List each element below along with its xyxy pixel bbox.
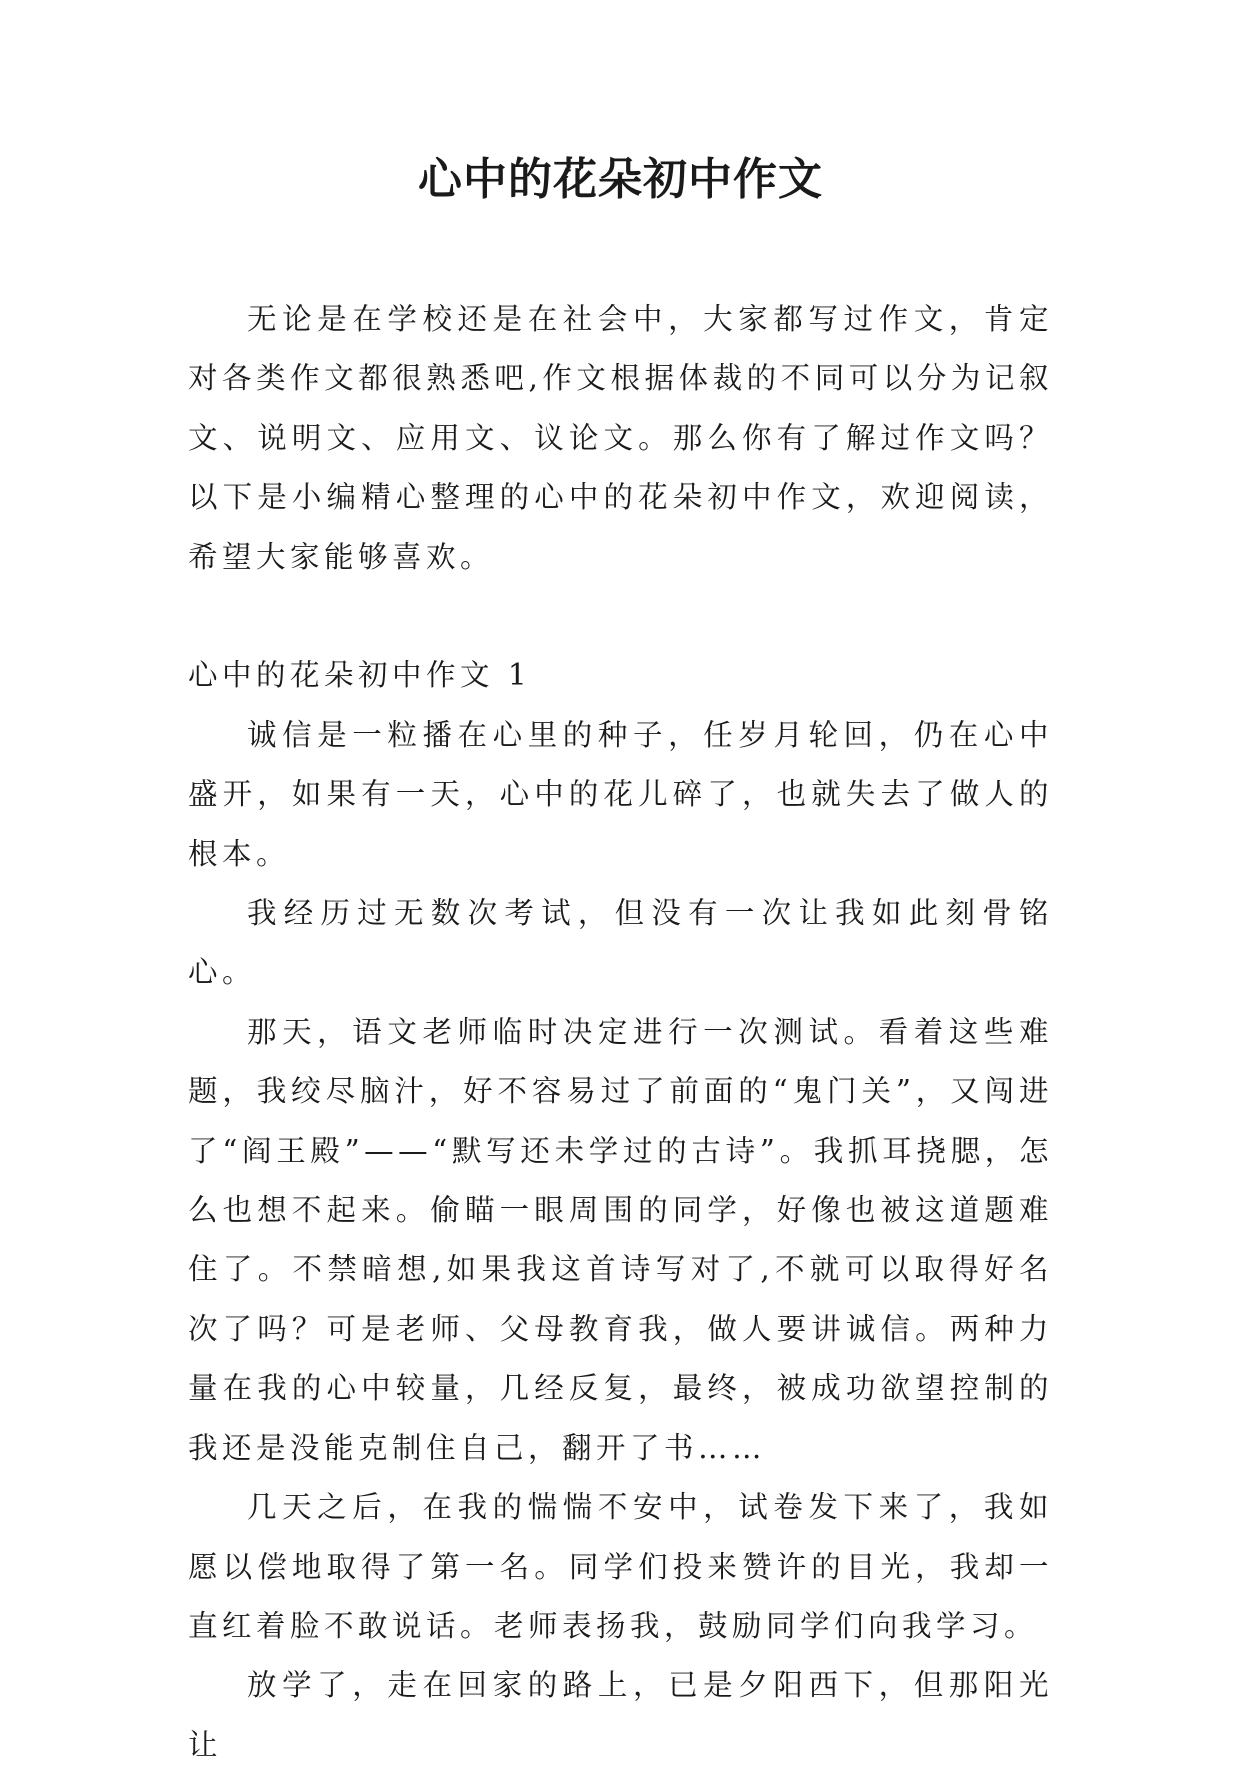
document-body (188, 290, 1053, 1775)
intro-paragraph: 无论是在学校还是在社会中，大家都写过作文，肯定对各类作文都很熟悉吧,作文根据体裁的不同可以分为记叙文、说明文、应用文、议论文。那么你有了解过作文吗？以下是小编精心整理的心中的花朵初中作文，欢迎阅读，希望大家能够喜欢。 (188, 302, 1053, 574)
document-title: 心中的花朵初中作文 (418, 154, 823, 205)
paragraph-spacer (188, 587, 1053, 646)
section-heading: 心中的花朵初中作文 1 (188, 658, 532, 693)
body-paragraph-1: 诚信是一粒播在心里的种子，任岁月轮回，仍在心中盛开，如果有一天，心中的花儿碎了，也就失去了做人的根本。 (188, 717, 1053, 871)
body-paragraph-3: 那天，语文老师临时决定进行一次测试。看着这些难题，我绞尽脑汁，好不容易过了前面的“鬼门关”，又闯进了“阎王殿”——“默写还未学过的古诗”。我抓耳挠腮，怎么也想不起来。偷瞄一眼周围的同学，好像也被这道题难住了。不禁暗想,如果我这首诗写对了,不就可以取得好名次了吗？可是老师、父母教育我，做人要讲诚信。两种力量在我的心中较量，几经反复，最终，被成功欲望控制的我还是没能克制住自己，翻开了书…… (188, 1014, 1053, 1465)
body-paragraph-5: 放学了，走在回家的路上，已是夕阳西下，但那阳光让 (188, 1668, 1053, 1762)
body-paragraph-2: 我经历过无数次考试，但没有一次让我如此刻骨铭心。 (188, 896, 1053, 990)
body-paragraph-4: 几天之后，在我的惴惴不安中，试卷发下来了，我如愿以偿地取得了第一名。同学们投来赞许的目光，我却一直红着脸不敢说话。老师表扬我，鼓励同学们向我学习。 (188, 1490, 1053, 1643)
